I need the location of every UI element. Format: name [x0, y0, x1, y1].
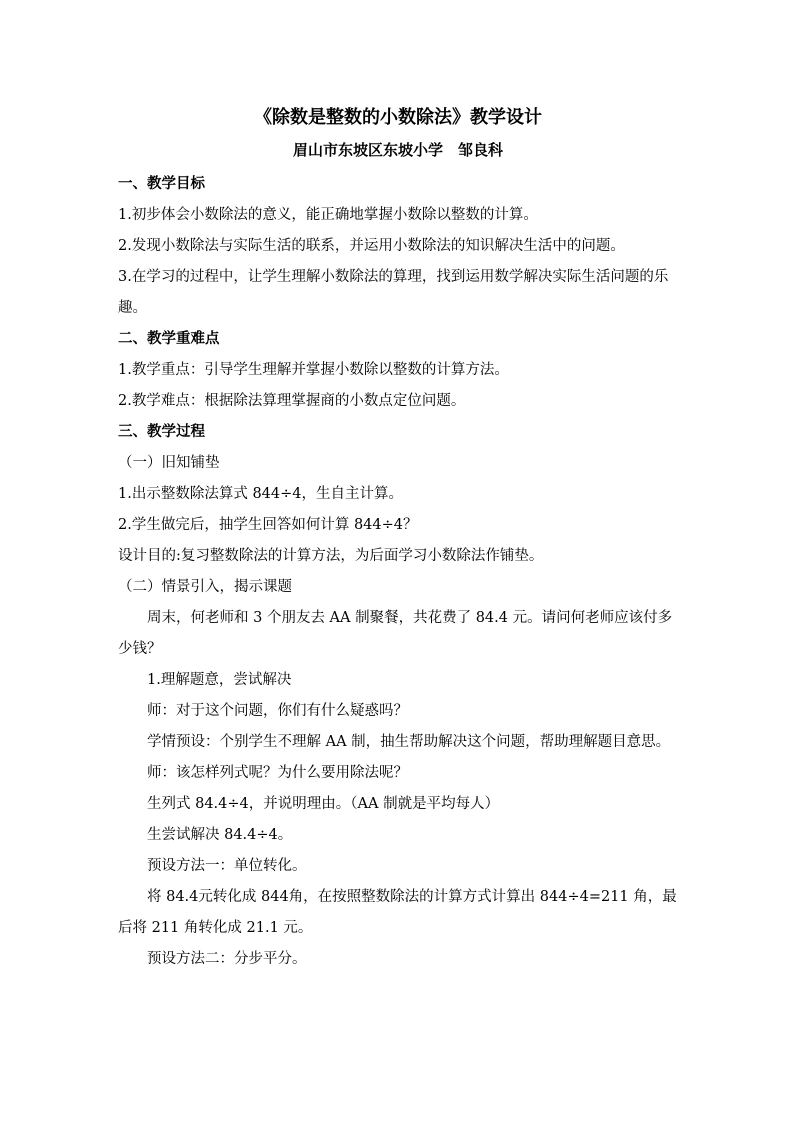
goal-item: 2.发现小数除法与实际生活的联系，并运用小数除法的知识解决生活中的问题。 [118, 238, 625, 254]
keypoint-item: 2.教学难点：根据除法算理掌握商的小数点定位问题。 [118, 393, 466, 409]
step-heading: 1.理解题意，尝试解决 [147, 672, 292, 688]
section-heading-goals: 一、教学目标 [118, 176, 205, 192]
document-title: 《除数是整数的小数除法》教学设计 [254, 107, 542, 128]
document-page [118, 98, 678, 975]
process-item: 1.出示整数除法算式 844÷4，生自主计算。 [118, 486, 403, 502]
student-equation: 生列式 84.4÷4，并说明理由。（AA 制就是平均每人） [147, 796, 500, 812]
subsection-heading: （二）情景引入，揭示课题 [118, 579, 292, 595]
teacher-question: 师：该怎样列式呢？为什么要用除法呢？ [147, 765, 408, 781]
student-attempt: 生尝试解决 84.4÷4。 [147, 827, 293, 843]
subsection-heading: （一）旧知铺垫 [118, 455, 220, 471]
process-item: 2.学生做完后，抽学生回答如何计算 844÷4？ [118, 517, 418, 533]
goal-item: 1.初步体会小数除法的意义，能正确地掌握小数除以整数的计算。 [118, 207, 538, 223]
method-heading: 预设方法二：分步平分。 [147, 951, 307, 967]
keypoint-item: 1.教学重点：引导学生理解并掌握小数除以整数的计算方法。 [118, 362, 509, 378]
document-author: 眉山市东坡区东坡小学 邹良科 [292, 141, 503, 159]
section-heading-process: 三、教学过程 [118, 424, 205, 440]
method-heading: 预设方法一：单位转化。 [147, 858, 307, 874]
section-heading-keypoints: 二、教学重难点 [118, 331, 220, 347]
method-detail: 将 84.4元转化成 844角，在按照整数除法的计算方式计算出 844÷4=211 角，最后将 211 角转化成 21.1 元。 [118, 889, 677, 936]
teacher-question: 师：对于这个问题，你们有什么疑惑吗？ [147, 703, 408, 719]
goal-item: 3.在学习的过程中，让学生理解小数除法的算理，找到运用数学解决实际生活问题的乐趣。 [118, 269, 669, 316]
scenario-paragraph: 周末，何老师和 3 个朋友去 AA 制聚餐，共花费了 84.4 元。请问何老师应该付多少钱？ [118, 610, 673, 657]
design-purpose: 设计目的:复习整数除法的计算方法，为后面学习小数除法作铺垫。 [118, 548, 544, 564]
preset-paragraph: 学情预设：个别学生不理解 AA 制，抽生帮助解决这个问题，帮助理解题目意思。 [147, 734, 671, 750]
